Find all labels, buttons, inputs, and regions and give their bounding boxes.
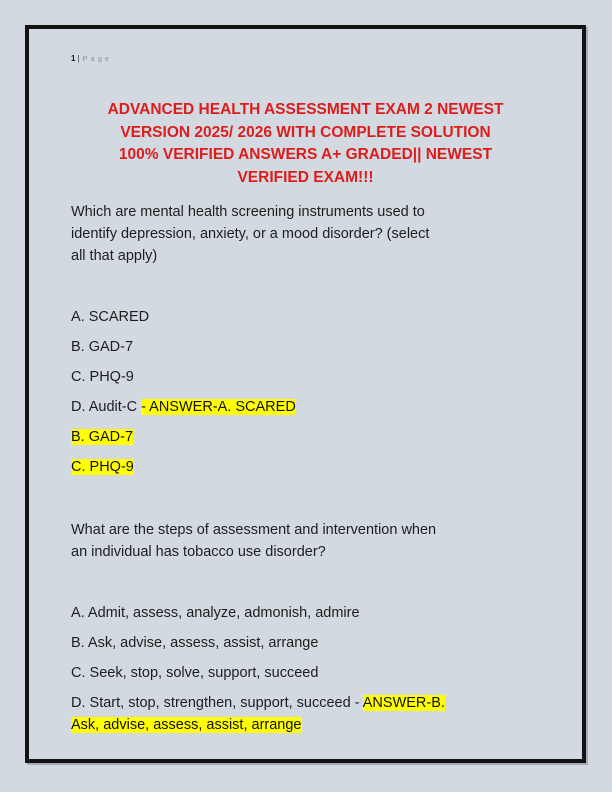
question-2-option-d-line2 <box>71 714 540 736</box>
question-1-answer-line <box>71 456 540 478</box>
question-2-text-line: What are the steps of assessment and intervention when <box>71 522 437 538</box>
question-2-option-d-line1 <box>71 692 540 714</box>
question-1-option-a: A. SCARED <box>71 309 150 325</box>
question-1-text-line: identify depression, anxiety, or a mood disorder? (select <box>71 226 430 242</box>
page-number <box>71 53 540 65</box>
question-2-option-b: B. Ask, advise, assess, assist, arrange <box>71 635 319 651</box>
question-1-text <box>71 201 540 267</box>
question-1-text-line: Which are mental health screening instruments used to <box>71 204 425 220</box>
title-line: VERIFIED EXAM!!! <box>237 168 374 186</box>
question-2-option-a: A. Admit, assess, analyze, admonish, admire <box>71 605 360 621</box>
page-number-word: Page <box>82 54 113 63</box>
question-1-options <box>71 306 540 478</box>
question-2-answer-highlight: Ask, advise, assess, assist, arrange <box>71 717 302 733</box>
question-1-option-d <box>71 396 540 418</box>
question-2-answer-highlight: ANSWER-B. <box>362 695 445 711</box>
question-1-option-d-text: D. Audit-C <box>71 399 142 415</box>
question-1-option-c: C. PHQ-9 <box>71 369 134 385</box>
page-number-value: 1 <box>71 54 76 63</box>
question-1-text-line: all that apply) <box>71 248 158 264</box>
question-2-option-d <box>71 692 540 736</box>
question-2-text-line: an individual has tobacco use disorder? <box>71 544 326 560</box>
title-line: 100% VERIFIED ANSWERS A+ GRADED|| NEWEST <box>118 146 493 163</box>
document-title <box>71 99 540 189</box>
title-line: ADVANCED HEALTH ASSESSMENT EXAM 2 NEWEST <box>107 101 504 118</box>
page-border-frame <box>25 25 586 763</box>
page-number-separator: | <box>77 54 80 63</box>
question-1-answer-highlight: - ANSWER-A. SCARED <box>141 399 296 415</box>
question-2-option-c: C. Seek, stop, solve, support, succeed <box>71 665 319 681</box>
question-1-answer-line <box>71 426 540 448</box>
question-2-text <box>71 519 540 563</box>
question-1-option-b: B. GAD-7 <box>71 339 134 355</box>
answer-highlight: B. GAD-7 <box>71 429 134 445</box>
answer-highlight: C. PHQ-9 <box>71 459 134 475</box>
question-2-options <box>71 602 540 736</box>
title-line: VERSION 2025/ 2026 WITH COMPLETE SOLUTION <box>120 123 491 141</box>
question-2-option-d-text: D. Start, stop, strengthen, support, succeed - <box>71 695 363 711</box>
